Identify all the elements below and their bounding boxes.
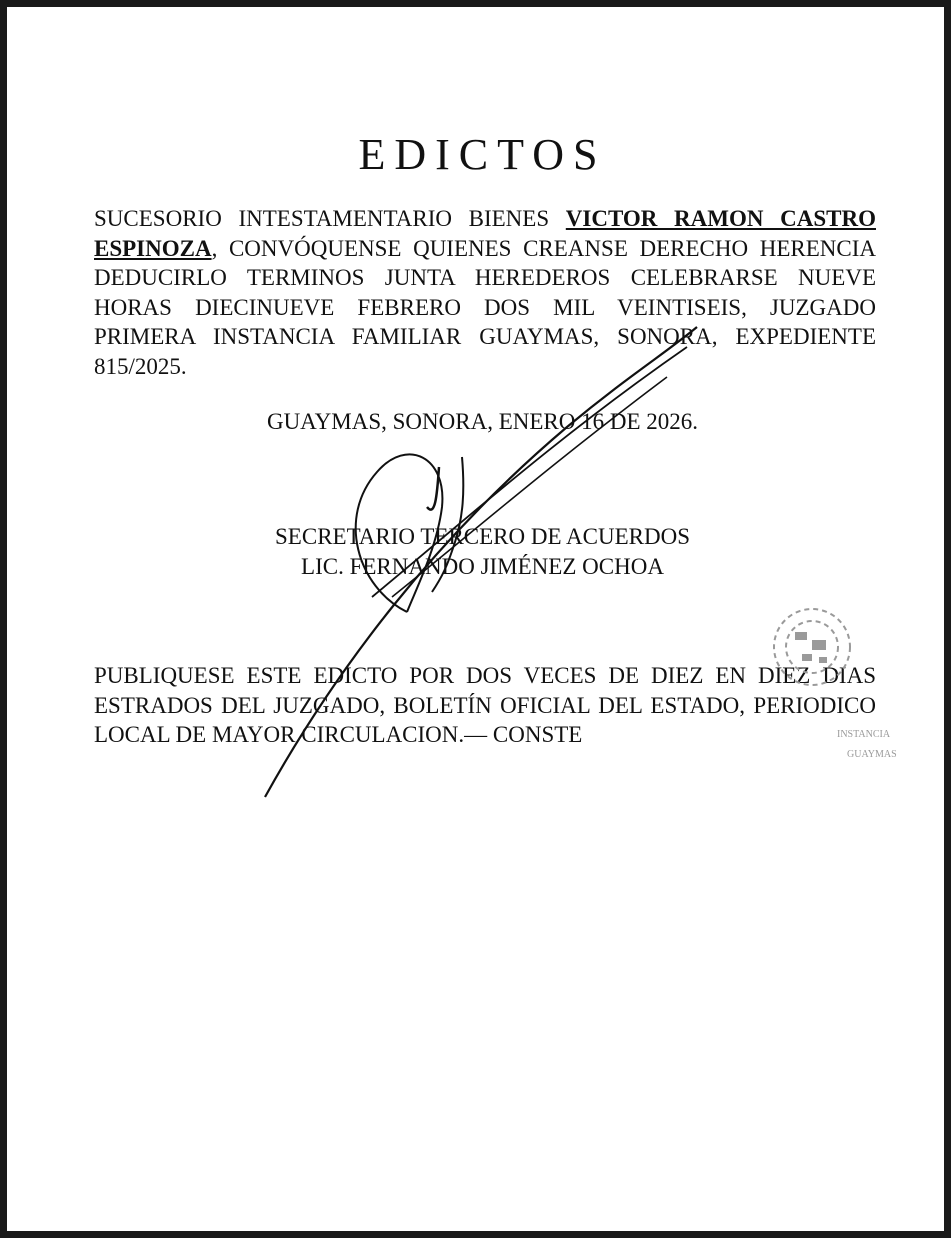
deceased-name: VICTOR RAMON CASTRO ESPINOZA (94, 206, 876, 261)
seal-text-2: GUAYMAS (847, 749, 897, 760)
document-title: EDICTOS (358, 130, 607, 179)
signature-block (7, 522, 951, 582)
edict-body-suffix: , CONVÓQUENSE QUIENES CREANSE DERECHO HERENCIA DEDUCIRLO TERMINOS JUNTA HEREDEROS CELEBRARSE NUEVE HORAS DIECINUEVE FEBRERO DOS MIL VEINTISEIS, JUZGADO PRIMERA INSTANCIA FAMILIAR GUAYMAS, SONORA, EXPEDIENTE 815/2025. (94, 235, 876, 379)
edict-body (94, 204, 876, 381)
place-date: GUAYMAS, SONORA, ENERO 16 DE 2026. (266, 409, 699, 434)
publication-note: PUBLIQUESE ESTE EDICTO POR DOS VECES DE DIEZ EN DIEZ DIAS ESTRADOS DEL JUZGADO, BOLETÍN OFICIAL DEL ESTADO, PERIODICO LOCAL DE MAYOR CIRCULACION.— CONSTE (94, 663, 876, 747)
seal-text-1: INSTANCIA (837, 729, 891, 740)
edict-body-prefix: SUCESORIO INTESTAMENTARIO BIENES (94, 206, 566, 231)
signatory-name: LIC. FERNANDO JIMÉNEZ OCHOA (301, 554, 664, 579)
signatory-role: SECRETARIO TERCERO DE ACUERDOS (275, 524, 690, 549)
